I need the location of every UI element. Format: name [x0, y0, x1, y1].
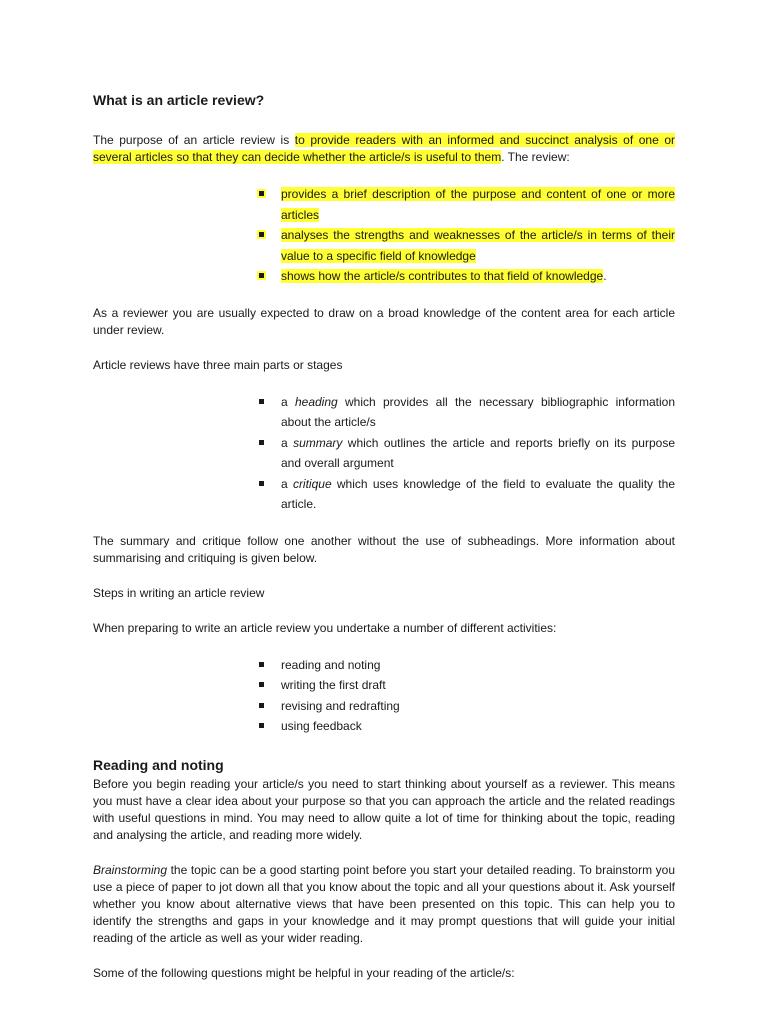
summary-paragraph: The summary and critique follow one another without the use of subheadings. More information about summarising and critiquing is given below.: [93, 533, 675, 565]
brainstorm-paragraph: [93, 862, 675, 947]
steps-intro: When preparing to write an article review you undertake a number of different activities:: [93, 620, 557, 635]
list-item: revising and redrafting: [259, 696, 675, 717]
page-title: What is an article review?: [93, 92, 265, 108]
list-item: reading and noting: [259, 655, 675, 676]
reading-heading: Reading and noting: [93, 756, 224, 773]
brainstorm-text: the topic can be a good starting point before you start your detailed reading. To brainstorm you use a piece of paper to jot down all that you know about the topic and all your questions about it. Ask yourself whether you know about alternative views that have been presented on this topic. This can help you to identify the strengths and gaps in your knowledge and it may prompt questions that will guide your initial reading of the article as well as your wider reading.: [93, 862, 675, 945]
list-item: using feedback: [259, 716, 675, 737]
steps-title: Steps in writing an article review: [93, 585, 265, 600]
list-item: a summary which outlines the article and reports briefly on its purpose and overall argument: [259, 433, 675, 474]
list-item: provides a brief description of the purpose and content of one or more articles: [259, 184, 675, 225]
list-item: a heading which provides all the necessary bibliographic information about the article/s: [259, 392, 675, 433]
document-content: [93, 90, 675, 982]
parts-list: [93, 392, 675, 515]
intro-paragraph: [93, 132, 675, 166]
questions-intro: Some of the following questions might be helpful in your reading of the article/s:: [93, 965, 515, 980]
review-points-list: [93, 184, 675, 287]
intro-lead: The purpose of an article review is: [93, 133, 295, 147]
reading-paragraph: Before you begin reading your article/s you need to start thinking about yourself as a reviewer. This means you must have a clear idea about your purpose so that you can approach the article and the related readings with useful questions in mind. You may need to allow quite a lot of time for thinking about the topic, reading and analysing the article, and reading more widely.: [93, 776, 675, 842]
intro-highlight: to provide readers with an informed and succinct analysis of one or several articles so that they can decide whether the article/s is useful to them: [93, 133, 675, 164]
reviewer-paragraph: As a reviewer you are usually expected to draw on a broad knowledge of the content area for each article under review.: [93, 305, 675, 337]
intro-tail: . The review:: [501, 150, 570, 164]
list-item: shows how the article/s contributes to that field of knowledge.: [259, 266, 675, 287]
brainstorm-term: Brainstorming: [93, 862, 168, 877]
steps-list: [93, 655, 675, 737]
parts-intro: Article reviews have three main parts or stages: [93, 357, 343, 372]
list-item: analyses the strengths and weaknesses of the article/s in terms of their value to a specific field of knowledge: [259, 225, 675, 266]
list-item: a critique which uses knowledge of the field to evaluate the quality the article.: [259, 474, 675, 515]
list-item: writing the first draft: [259, 675, 675, 696]
